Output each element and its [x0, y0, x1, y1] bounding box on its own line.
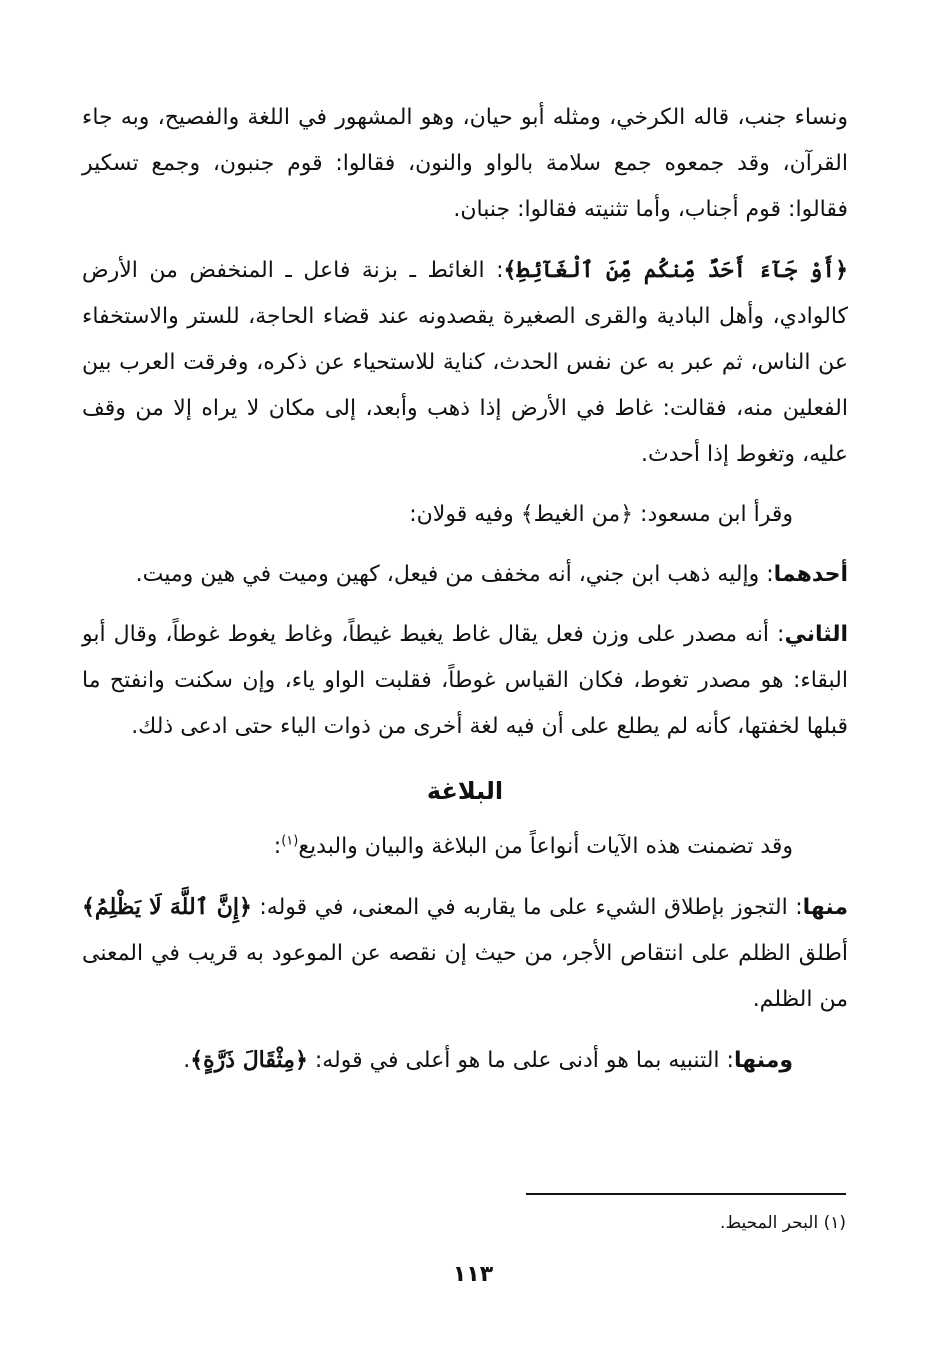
- page-number: ١١٣: [452, 1262, 494, 1287]
- paragraph-5: [82, 612, 848, 750]
- footnote: [720, 1208, 846, 1238]
- section-intro-end: :: [273, 834, 282, 859]
- rhetoric-item-1-text-a: : التجوز بإطلاق الشيء على ما يقاربه في المعنى، في قوله:: [251, 895, 803, 920]
- paragraph-3: [82, 492, 848, 538]
- section-intro: [82, 824, 848, 870]
- rhetoric-item-2: [82, 1037, 848, 1084]
- paragraph-1: [82, 95, 848, 233]
- footnote-divider: [526, 1193, 846, 1195]
- paragraph-2: [82, 247, 848, 478]
- opinion-2-label: الثاني: [784, 622, 848, 647]
- rhetoric-item-1-label: منها: [802, 895, 849, 920]
- paragraph-1-text: ونساء جنب، قاله الكرخي، ومثله أبو حيان، وهو المشهور في اللغة والفصيح، وبه جاء القرآن، وقد جمعوه جمع سلامة بالواو والنون، فقالوا: قوم جنبون، وجمع تسكير فقالوا: قوم أجناب، وأما تثنيته فقالوا: جنبان.: [82, 105, 848, 222]
- quran-verse-mithqal: ﴿مِثْقَالَ ذَرَّةٍ﴾: [190, 1047, 308, 1073]
- opinion-2-text: : أنه مصدر على وزن فعل يقال غاط يغيط غيطاً، وغاط يغوط غوطاً، وقال أبو البقاء: هو مصدر تغوط، فكان القياس غوطاً، فقلبت الواو ياء، وإن سكنت وانفتح ما قبلها لخفتها، كأنه لم يطلع على أن فيه لغة أخرى من ذوات الياء حتى ادعى ذلك.: [82, 622, 848, 739]
- rhetoric-item-2-end: .: [183, 1048, 191, 1073]
- section-heading: البلاغة: [426, 777, 504, 805]
- rhetoric-item-1: [82, 884, 848, 1023]
- paragraph-4: [82, 552, 848, 598]
- footnote-number: (١): [823, 1213, 846, 1233]
- footnote-text: البحر المحيط.: [720, 1213, 819, 1233]
- paragraph-2-text: : الغائط ـ بزنة فاعل ـ المنخفض من الأرض كالوادي، وأهل البادية والقرى الصغيرة يقصدونه عند قضاء الحاجة، للستر والاستخفاء عن الناس، ثم عبر به عن نفس الحدث، كناية للاستحياء عن ذكره، وفرقت العرب بين الفعلين منه، فقالت: غاط في الأرض إذا ذهب وأبعد، إلى مكان لا يراه إلا من وقف عليه، وتغوط إذا أحدث.: [82, 258, 848, 467]
- footnote-reference: (١): [281, 833, 299, 849]
- quran-verse-ghaait: ﴿أَوْ جَآءَ أَحَدٌ مِّنكُم مِّنَ ٱلْغَآئِطِ﴾: [503, 257, 848, 283]
- opinion-1-label: أحدهما: [773, 562, 848, 587]
- rhetoric-item-1-text-b: أطلق الظلم على انتقاص الأجر، من حيث إن نقصه عن الموعود به قريب في المعنى من الظلم.: [82, 941, 848, 1012]
- rhetoric-item-2-text: : التنبيه بما هو أدنى على ما هو أعلى في قوله:: [307, 1048, 734, 1073]
- rhetoric-item-2-label: ومنها: [733, 1048, 793, 1073]
- opinion-1-text: : وإليه ذهب ابن جني، أنه مخفف من فيعل، كهين وميت في هين وميت.: [135, 562, 774, 587]
- quran-verse-yazlim: ﴿إِنَّ ٱللَّهَ لَا يَظْلِمُ﴾: [82, 894, 252, 920]
- section-intro-text: وقد تضمنت هذه الآيات أنواعاً من البلاغة والبيان والبديع: [298, 834, 793, 859]
- paragraph-3-text: وقرأ ابن مسعود: ﴿من الغيط﴾ وفيه قولان:: [409, 502, 793, 527]
- page-body: [82, 95, 848, 1098]
